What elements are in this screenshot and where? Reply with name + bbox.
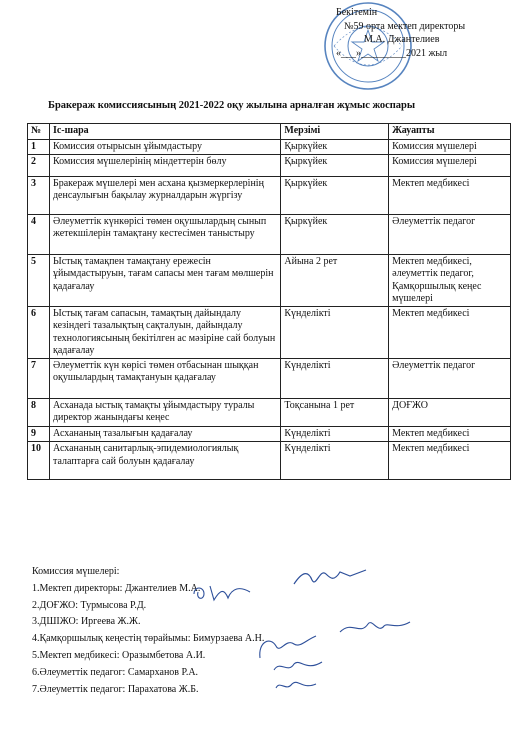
work-plan-table — [27, 123, 511, 480]
row-responsible: Комиссия мүшелері — [389, 155, 511, 177]
table-row — [28, 255, 511, 307]
commission-member: 3.ДШІЖО: Иргеева Ж.Ж. — [32, 616, 141, 628]
row-number: 5 — [28, 255, 50, 307]
row-responsible: ДОҒЖО — [389, 399, 511, 427]
row-activity: Ыстық тағам сапасын, тамақтың дайындалу кезіндегі тазалықтың сақталуын, дайындалу технологиясының бекітілген ас мәзіріне сай болуын қадағалау — [49, 307, 280, 359]
table-row — [28, 215, 511, 255]
signature-social-pedagog-2-icon — [272, 676, 320, 696]
signature-director-icon — [292, 566, 370, 588]
table-row — [28, 442, 511, 480]
row-number: 6 — [28, 307, 50, 359]
commission-member: 4.Қамқоршылық кеңестің төрайымы: Бимурзаева А.Н. — [32, 633, 265, 645]
row-activity: Әлеуметтік күн көрісі төмен отбасынан шыққан оқушылардың тамақтануын қадағалау — [49, 359, 280, 399]
commission-member: 6.Әлеуметтік педагог: Самарханов Р.А. — [32, 666, 199, 678]
header-term: Мерзімі — [281, 124, 389, 140]
row-term: Қыркүйек — [281, 155, 389, 177]
row-responsible: Мектеп медбикесі — [389, 442, 511, 480]
signature-council-icon — [338, 616, 414, 640]
approval-approved-label: Бекітемін — [336, 7, 378, 18]
row-responsible: Комиссия мүшелері — [389, 140, 511, 155]
row-term: Қыркүйек — [281, 140, 389, 155]
table-row — [28, 427, 511, 442]
row-number: 1 — [28, 140, 50, 155]
approval-block — [336, 6, 526, 60]
signature-social-pedagog-1-icon — [270, 656, 326, 676]
row-responsible: Мектеп медбикесі — [389, 177, 511, 215]
row-term: Тоқсанына 1 рет — [281, 399, 389, 427]
table-row — [28, 177, 511, 215]
approval-date: «___»_________2021 жыл — [336, 47, 448, 59]
row-activity: Ыстық тамақпен тамақтану ережесін ұйымдастыруын, тағам сапасы мен тағам мөлшерін қадағалау — [49, 255, 280, 307]
row-number: 8 — [28, 399, 50, 427]
row-term: Күнделікті — [281, 442, 389, 480]
row-term: Күнделікті — [281, 427, 389, 442]
row-responsible: Әлеуметтік педагог — [389, 215, 511, 255]
approval-director-name: М.А. Джантелиев — [364, 34, 440, 45]
row-responsible: Мектеп медбикесі — [389, 307, 511, 359]
commission-heading: Комиссия мүшелері: — [32, 566, 120, 577]
row-number: 2 — [28, 155, 50, 177]
row-responsible: Мектеп медбикесі — [389, 427, 511, 442]
table-row — [28, 399, 511, 427]
header-number: № — [28, 124, 50, 140]
row-number: 4 — [28, 215, 50, 255]
commission-member: 5.Мектеп медбикесі: Оразымбетова А.И. — [32, 649, 206, 661]
commission-member: 7.Әлеуметтік педагог: Парахатова Ж.Б. — [32, 683, 199, 695]
table-row — [28, 155, 511, 177]
commission-member: 2.ДОҒЖО: Турмысова Р.Д. — [32, 599, 147, 611]
header-responsible: Жауапты — [389, 124, 511, 140]
row-term: Қыркүйек — [281, 215, 389, 255]
row-term: Айына 2 рет — [281, 255, 389, 307]
row-activity: Комиссия мүшелерінің міндеттерін бөлу — [49, 155, 280, 177]
row-number: 7 — [28, 359, 50, 399]
row-activity: Комиссия отырысын ұйымдастыру — [49, 140, 280, 155]
signature-dogjo-icon — [190, 582, 254, 604]
row-term: Күнделікті — [281, 307, 389, 359]
row-activity: Асхананың санитарлық-эпидемиологиялық талаптарға сай болуын қадағалау — [49, 442, 280, 480]
row-responsible: Мектеп медбикесі, әлеуметтік педагог, Қамқоршылық кеңес мүшелері — [389, 255, 511, 307]
approval-position: №59 орта мектеп директоры — [344, 20, 466, 32]
row-number: 9 — [28, 427, 50, 442]
row-activity: Әлеуметтік күнкөрісі төмен оқушылардың сынып жетекшілерін тамақтану кестесімен таныстыру — [49, 215, 280, 255]
row-activity: Асханада ыстық тамақты ұйымдастыру туралы директор жанындағы кеңес — [49, 399, 280, 427]
row-number: 10 — [28, 442, 50, 480]
commission-member: 1.Мектеп директоры: Джантелиев М.А. — [32, 582, 201, 594]
document-title: Бракераж комиссиясының 2021-2022 оқу жылына арналған жұмыс жоспары — [48, 100, 416, 111]
row-term: Күнделікті — [281, 359, 389, 399]
header-activity: Іс-шара — [49, 124, 280, 140]
row-number: 3 — [28, 177, 50, 215]
row-term: Қыркүйек — [281, 177, 389, 215]
table-row — [28, 359, 511, 399]
row-activity: Асхананың тазалығын қадағалау — [49, 427, 280, 442]
row-responsible: Әлеуметтік педагог — [389, 359, 511, 399]
row-activity: Бракераж мүшелері мен асхана қызмеркерлерінің денсаулығын бақылау журналдарын жүргізу — [49, 177, 280, 215]
table-row — [28, 307, 511, 359]
table-header-row — [28, 124, 511, 140]
table-row — [28, 140, 511, 155]
